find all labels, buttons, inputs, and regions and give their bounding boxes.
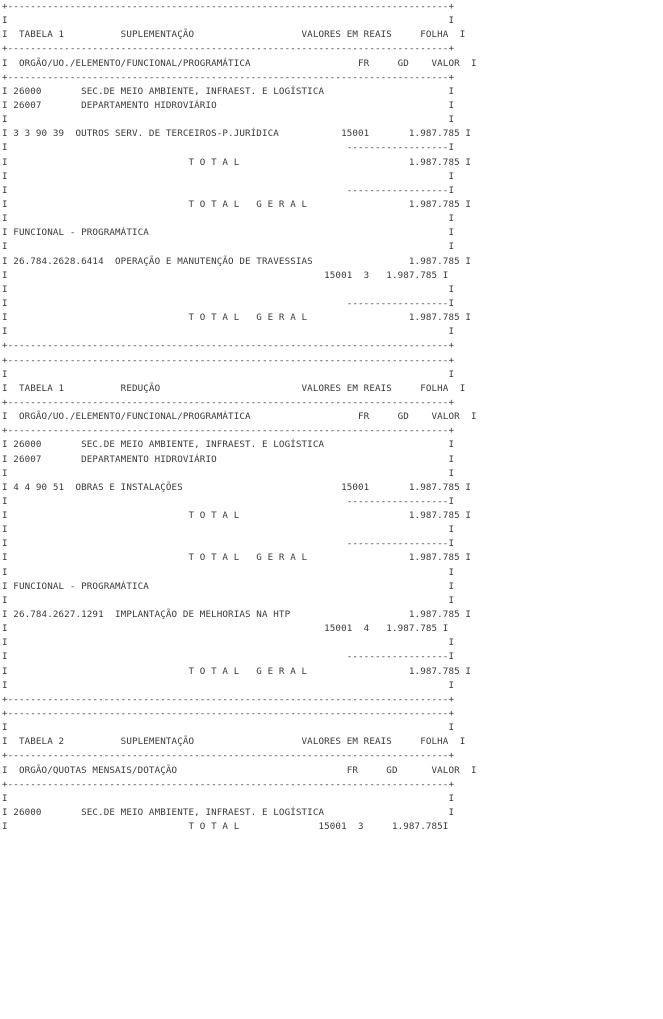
- report-line: I ------------------I: [2, 538, 455, 550]
- report-line: +------------------------------------------------------------------------------+: [2, 778, 455, 790]
- report-line: +------------------------------------------------------------------------------+: [2, 425, 455, 437]
- report-line: I I: [2, 213, 455, 225]
- report-line: I I: [2, 467, 455, 479]
- report-line: I 26.784.2627.1291 IMPLANTAÇÃO DE MELHORIAS NA HTP 1.987.785 I: [2, 609, 472, 621]
- report-line: I I: [2, 283, 455, 295]
- report-line: I ------------------I: [2, 142, 455, 154]
- report-line: +------------------------------------------------------------------------------+: [2, 354, 455, 366]
- report-line: I 26007 DEPARTAMENTO HIDROVIÁRIO I: [2, 453, 455, 465]
- report-line: +------------------------------------------------------------------------------+: [2, 750, 455, 762]
- report-line: I ------------------I: [2, 651, 455, 663]
- report-line: I ORGÃO/UO./ELEMENTO/FUNCIONAL/PROGRAMÁTICA FR GD VALOR I: [2, 411, 477, 423]
- report-line: I I: [2, 594, 455, 606]
- report-line: I T O T A L G E R A L 1.987.785 I: [2, 665, 472, 677]
- report-line: I ------------------I: [2, 184, 455, 196]
- report-line: I I: [2, 326, 455, 338]
- report-line: +------------------------------------------------------------------------------+: [2, 708, 455, 720]
- report-line: I I: [2, 114, 455, 126]
- report-line: I T O T A L 1.987.785 I: [2, 156, 472, 168]
- report-line: I ORGÃO/UO./ELEMENTO/FUNCIONAL/PROGRAMÁTICA FR GD VALOR I: [2, 57, 477, 69]
- report-line: I 4 4 90 51 OBRAS E INSTALAÇÕES 15001 1.987.785 I: [2, 481, 472, 493]
- report-line: I T O T A L G E R A L 1.987.785 I: [2, 312, 472, 324]
- report-line: I TABELA 2 SUPLEMENTAÇÃO VALORES EM REAIS FOLHA I: [2, 736, 466, 748]
- report-line: I 15001 3 1.987.785 I: [2, 269, 449, 281]
- report-line: I FUNCIONAL - PROGRAMÁTICA I: [2, 580, 455, 592]
- report-line: I TABELA 1 SUPLEMENTAÇÃO VALORES EM REAIS FOLHA I: [2, 29, 466, 41]
- report-line: I I: [2, 679, 455, 691]
- report-line: I I: [2, 722, 455, 734]
- report-line: I I: [2, 637, 455, 649]
- report-line: I 15001 4 1.987.785 I: [2, 623, 449, 635]
- report-line: I I: [2, 792, 455, 804]
- report-line: I 3 3 90 39 OUTROS SERV. DE TERCEIROS-P.JURÍDICA 15001 1.987.785 I: [2, 128, 472, 140]
- report-line: I I: [2, 241, 455, 253]
- report-line: I ------------------I: [2, 297, 455, 309]
- report-line: I 26000 SEC.DE MEIO AMBIENTE, INFRAEST. E LOGÍSTICA I: [2, 85, 455, 97]
- report-line: I ------------------I: [2, 495, 455, 507]
- report-line: +------------------------------------------------------------------------------+: [2, 43, 455, 55]
- report-line: I I: [2, 566, 455, 578]
- report-line: I TABELA 1 REDUÇÃO VALORES EM REAIS FOLHA I: [2, 382, 466, 394]
- report-line: I ORGÃO/QUOTAS MENSAIS/DOTAÇÃO FR GD VALOR I: [2, 764, 477, 776]
- report-line: I 26.784.2628.6414 OPERAÇÃO E MANUTENÇÃO DE TRAVESSIAS 1.987.785 I: [2, 255, 472, 267]
- report-line: I 26000 SEC.DE MEIO AMBIENTE, INFRAEST. E LOGÍSTICA I: [2, 807, 455, 819]
- report-line: I T O T A L G E R A L 1.987.785 I: [2, 552, 472, 564]
- report-line: I 26007 DEPARTAMENTO HIDROVIÁRIO I: [2, 99, 455, 111]
- report-line: I FUNCIONAL - PROGRAMÁTICA I: [2, 227, 455, 239]
- report-line: I I: [2, 15, 455, 27]
- report-line: +------------------------------------------------------------------------------+: [2, 340, 455, 352]
- report-line: I T O T A L 1.987.785 I: [2, 510, 472, 522]
- report-line: I I: [2, 170, 455, 182]
- report-line: I 26000 SEC.DE MEIO AMBIENTE, INFRAEST. E LOGÍSTICA I: [2, 439, 455, 451]
- report-line: +------------------------------------------------------------------------------+: [2, 71, 455, 83]
- report-line: +------------------------------------------------------------------------------+: [2, 693, 455, 705]
- report-line: +------------------------------------------------------------------------------+: [2, 1, 455, 12]
- report-line: +------------------------------------------------------------------------------+: [2, 396, 455, 408]
- report-line: I I: [2, 368, 455, 380]
- report-line: I T O T A L G E R A L 1.987.785 I: [2, 198, 472, 210]
- report-line: I T O T A L 15001 3 1.987.785I: [2, 821, 449, 833]
- report-line: I I: [2, 524, 455, 536]
